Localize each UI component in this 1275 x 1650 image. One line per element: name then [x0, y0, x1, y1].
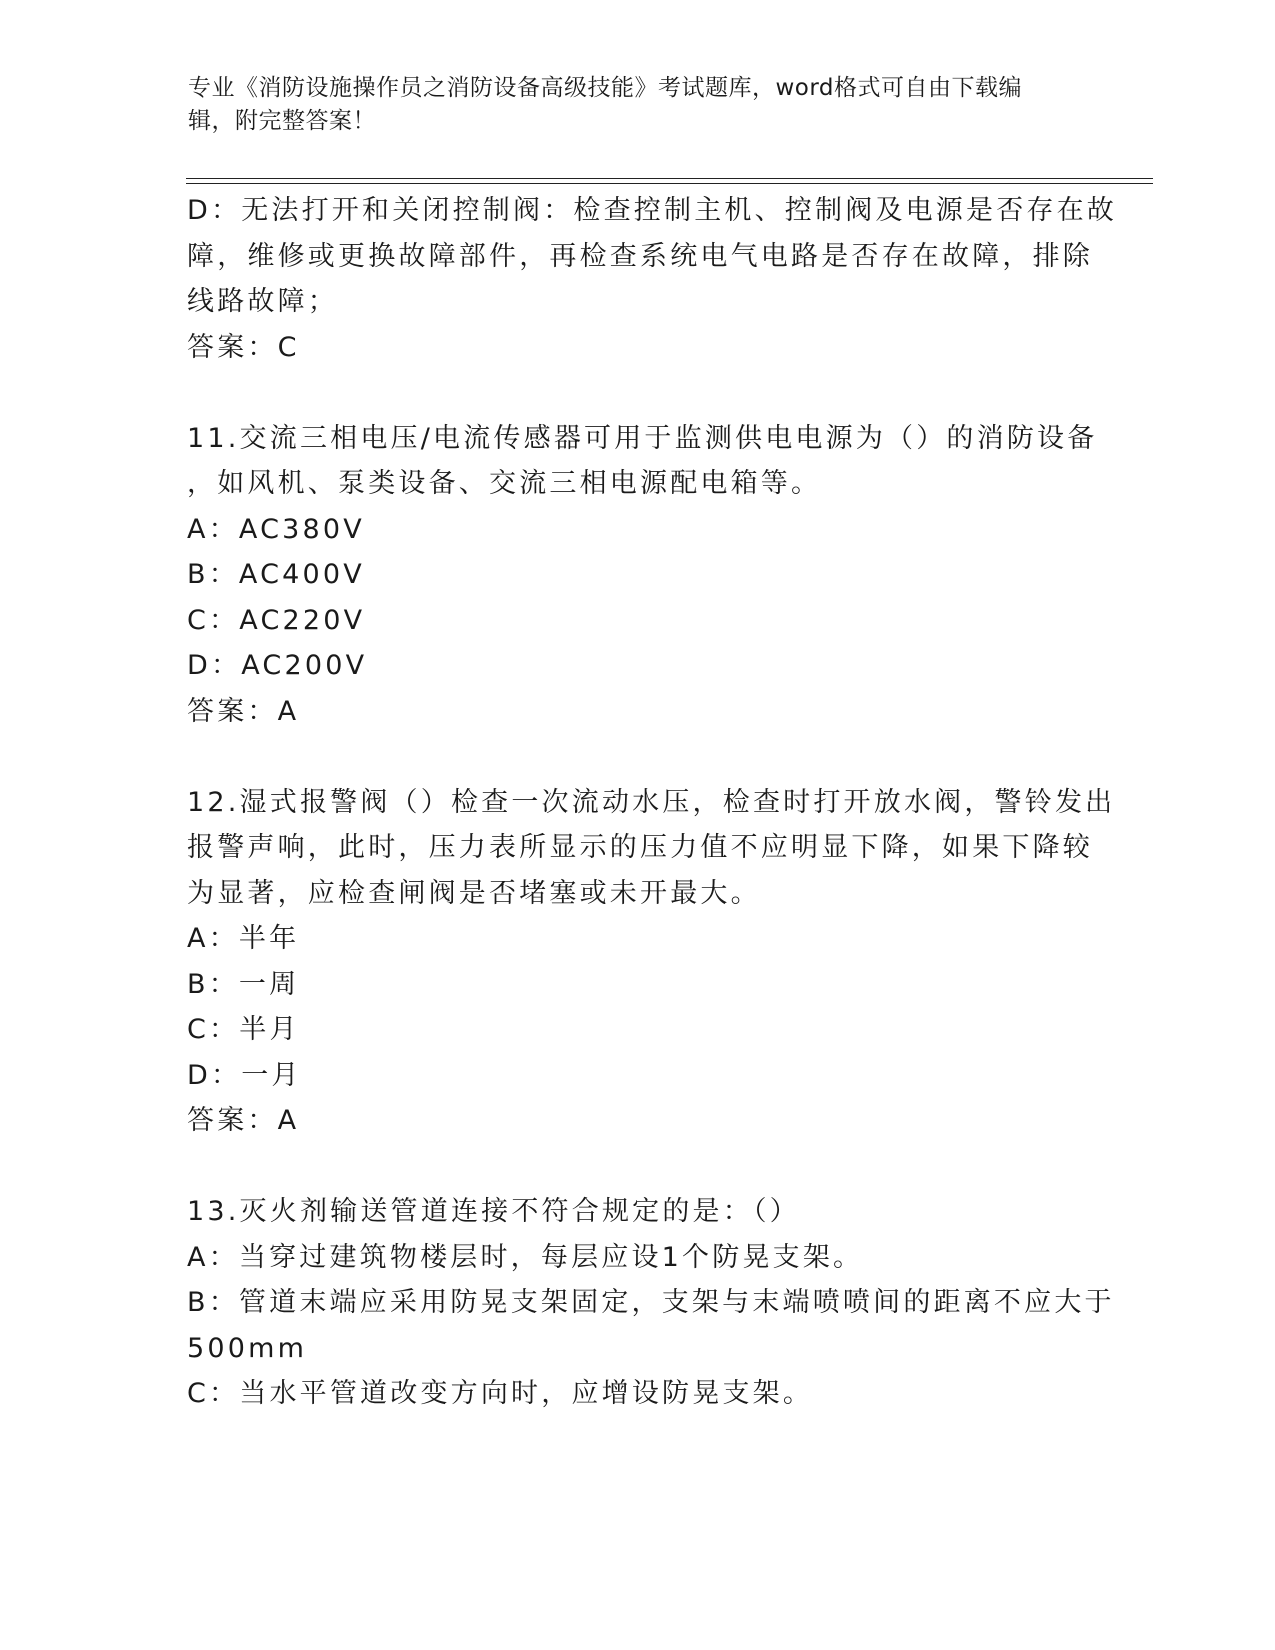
question-stem-line: 11.交流三相电压/电流传感器可用于监测供电电源为（）的消防设备 — [187, 422, 1098, 454]
question-stem-line: ，如风机、泵类设备、交流三相电源配电箱等。 — [187, 468, 822, 499]
question-11 — [187, 416, 1098, 735]
option-d-line: D：无法打开和关闭控制阀：检查控制主机、控制阀及电源是否存在故 — [187, 195, 1117, 226]
question-stem-line: 13.灭火剂输送管道连接不符合规定的是：（） — [187, 1196, 800, 1227]
option-d: D：一月 — [187, 1059, 302, 1091]
option-a: A：AC380V — [187, 513, 365, 545]
question-12 — [187, 780, 1116, 1144]
header-line-1: 专业《消防设施操作员之消防设备高级技能》考试题库，word格式可自由下载编 — [188, 75, 1023, 101]
spacer — [187, 370, 1087, 416]
prev-question-block — [187, 188, 1117, 370]
answer-line: 答案：A — [187, 1105, 300, 1136]
answer-line: 答案：A — [187, 695, 300, 727]
question-stem-line: 报警声响，此时，压力表所显示的压力值不应明显下降，如果下降较 — [187, 832, 1093, 863]
question-13 — [187, 1189, 1115, 1417]
header-divider-bottom — [186, 183, 1153, 184]
question-stem-line: 为显著，应检查闸阀是否堵塞或未开最大。 — [187, 877, 761, 909]
header-line-2: 辑，附完整答案！ — [188, 108, 376, 134]
option-d-line: 障，维修或更换故障部件，再检查系统电气电路是否存在故障，排除 — [187, 240, 1093, 272]
answer-line: 答案：C — [187, 331, 300, 363]
option-c: C：半月 — [187, 1014, 300, 1045]
header-divider-top — [186, 178, 1153, 179]
spacer — [187, 734, 1087, 780]
option-c: C：当水平管道改变方向时，应增设防晃支架。 — [187, 1378, 814, 1409]
spacer — [187, 1144, 1087, 1190]
option-b: B：一周 — [187, 968, 300, 1000]
option-b: B：管道末端应采用防晃支架固定，支架与末端喷喷间的距离不应大于 — [187, 1287, 1115, 1318]
option-d: D：AC200V — [187, 650, 368, 681]
question-content — [187, 188, 1117, 1417]
option-b-continued: 500mm — [187, 1332, 308, 1364]
option-c: C：AC220V — [187, 604, 366, 636]
question-stem-line: 12.湿式报警阀（）检查一次流动水压，检查时打开放水阀，警铃发出 — [187, 786, 1116, 818]
option-b: B：AC400V — [187, 559, 365, 590]
document-header — [188, 72, 1068, 138]
option-a: A：半年 — [187, 923, 300, 954]
option-d-line: 线路故障； — [187, 286, 338, 317]
option-a: A：当穿过建筑物楼层时，每层应设1个防晃支架。 — [187, 1241, 864, 1273]
